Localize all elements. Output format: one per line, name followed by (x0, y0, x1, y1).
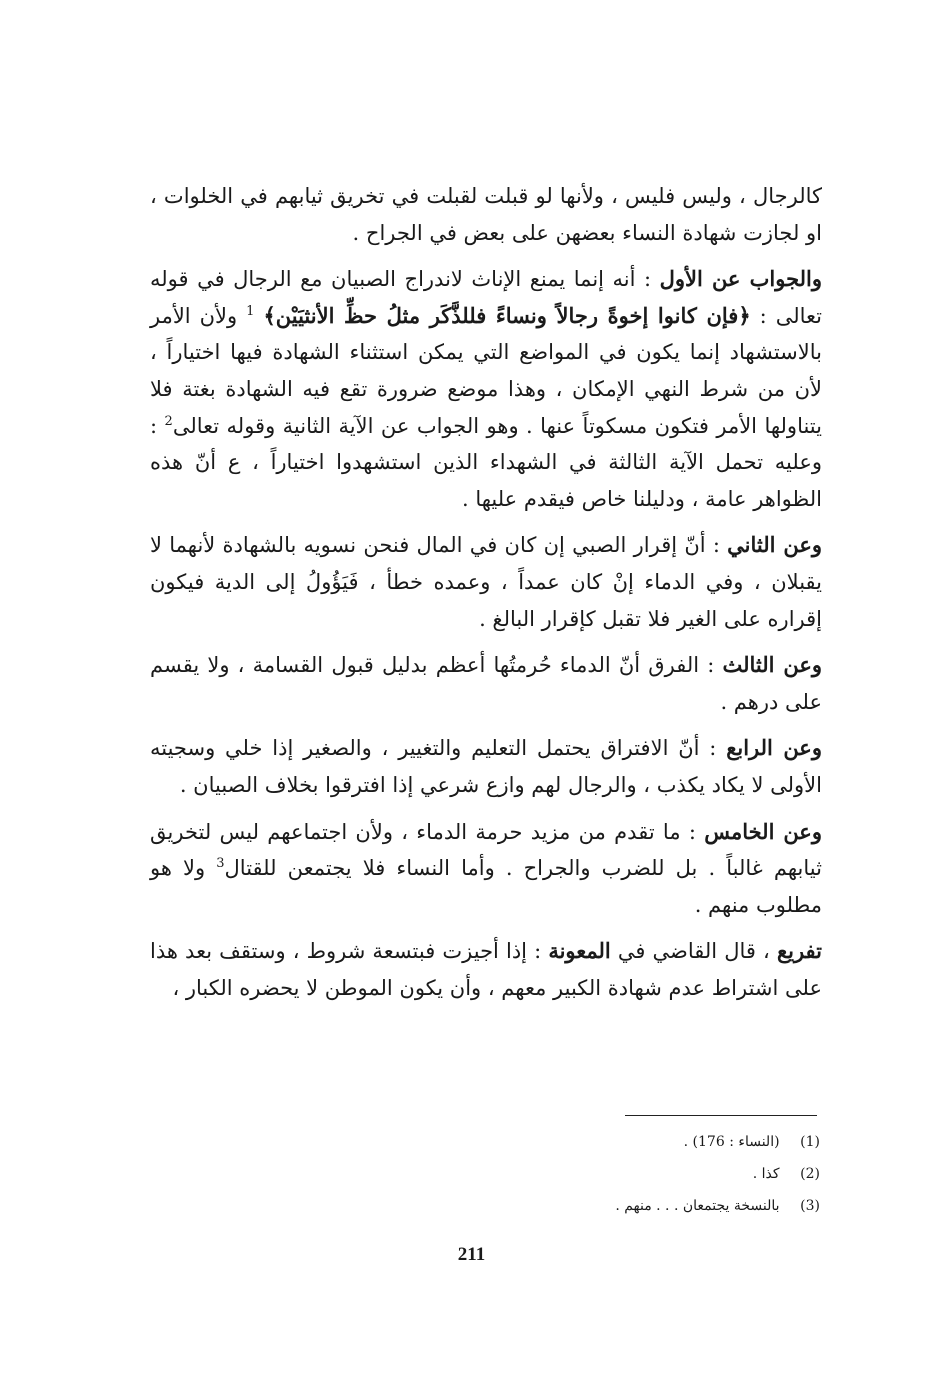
paragraph-2-text-c: : وعليه تحمل الآية الثالثة في الشهداء الذين استشهدوا اختياراً ، ع أنّ هذه الظواهر عامة ، ودليلنا خاص فيقدم عليها . (150, 413, 822, 511)
footnote-number: (3) (800, 1198, 820, 1214)
paragraph-3-heading: وعن الثاني (727, 532, 822, 558)
quran-verse: ﴿فإن كانوا إخوةً رجالاً ونساءً فللذَّكَر مثلُ حظِّ الأنثيَيْن﴾ (263, 302, 751, 328)
footnote-ref-1[interactable]: 1 (246, 303, 255, 319)
footnote-text: (النساء : 176) . (683, 1134, 780, 1150)
paragraph-7-text-a: ، قال القاضي في (610, 939, 777, 964)
paragraph-7-heading: تفريع (776, 938, 823, 964)
paragraph-5 (150, 730, 822, 803)
paragraph-2-heading: والجواب عن الأول (659, 266, 823, 292)
footnote-number: (2) (800, 1166, 820, 1182)
paragraph-5-heading: وعن الرابع (726, 735, 822, 761)
footnote-1 (400, 1126, 820, 1158)
paragraph-7-text-b: : إذا أجيزت فبتسعة شروط ، وستقف بعد هذا على اشتراط عدم شهادة الكبير معهم ، وأن يكون الموطن لا يحضره الكبار ، (150, 939, 822, 1000)
paragraph-2-text-b: ولأن الأمر بالاستشهاد إنما يكون في المواضع التي يمكن استثناء الشهادة فيها اختياراً ، لأن من شرط النهي الإمكان ، وهذا موضع ضرورة تقع فيه الشهادة بغتة فلا يتناولها الأمر فتكون مسكوتاً عنها . وهو الجواب عن الآية الثانية وقوله تعالى (150, 303, 822, 438)
paragraph-2-text-a: : أنه إنما يمنع الإناث لاندراج الصبيان مع الرجال في قوله تعالى : (150, 267, 822, 328)
body-text (150, 178, 822, 1016)
footnote-divider (625, 1115, 817, 1116)
footnote-text: كذا . (752, 1166, 780, 1182)
paragraph-1 (150, 178, 822, 251)
footnote-2 (400, 1158, 820, 1190)
paragraph-6-heading: وعن الخامس (704, 818, 822, 844)
footnote-number: (1) (800, 1134, 820, 1150)
footnote-ref-3[interactable]: 3 (216, 856, 225, 872)
paragraph-7 (150, 933, 822, 1006)
footnote-text: بالنسخة يجتمعان . . . منهم . (615, 1198, 780, 1214)
paragraph-6 (150, 814, 822, 924)
paragraph-6-text-b: ولا هو مطلوب منهم . (150, 856, 822, 917)
paragraph-4 (150, 647, 822, 720)
footnotes (400, 1126, 820, 1222)
paragraph-3-text: : أنّ إقرار الصبي إن كان في المال فنحن نسويه بالشهادة لأنهما لا يقبلان ، وفي الدماء إنْ كان عمداً ، وعمده خطأ ، فَيَؤُولُ إلى الدية فيكون إقراره على الغير فلا تقبل كإقرار البالغ . (150, 533, 822, 631)
footnote-ref-2[interactable]: 2 (164, 413, 173, 429)
page-number: 211 (457, 1244, 486, 1265)
paragraph-5-text: : أنّ الافتراق يحتمل التعليم والتغيير ، والصغير إذا خلي وسجيته الأولى لا يكاد يكذب ، والرجال لهم وازع شرعي إذا افترقوا بخلاف الصبيان . (150, 736, 822, 797)
paragraph-1-text: كالرجال ، وليس فليس ، ولأنها لو قبلت لقبلت في تخريق ثيابهم في الخلوات ، او لجازت شهادة النساء بعضهن على بعض في الجراح . (150, 184, 822, 245)
paragraph-4-text: : الفرق أنّ الدماء حُرمتُها أعظم بدليل قبول القسامة ، ولا يقسم على درهم . (150, 653, 822, 714)
paragraph-3 (150, 527, 822, 637)
paragraph-4-heading: وعن الثالث (722, 652, 822, 678)
footnote-3 (400, 1190, 820, 1222)
paragraph-6-text-a: : ما تقدم من مزيد حرمة الدماء ، ولأن اجتماعهم ليس لتخريق ثيابهم غالباً . بل للضرب والجراح . وأما النساء فلا يجتمعن للقتال (150, 819, 822, 881)
book-title-mauna: المعونة (548, 938, 611, 964)
paragraph-2 (150, 261, 822, 517)
